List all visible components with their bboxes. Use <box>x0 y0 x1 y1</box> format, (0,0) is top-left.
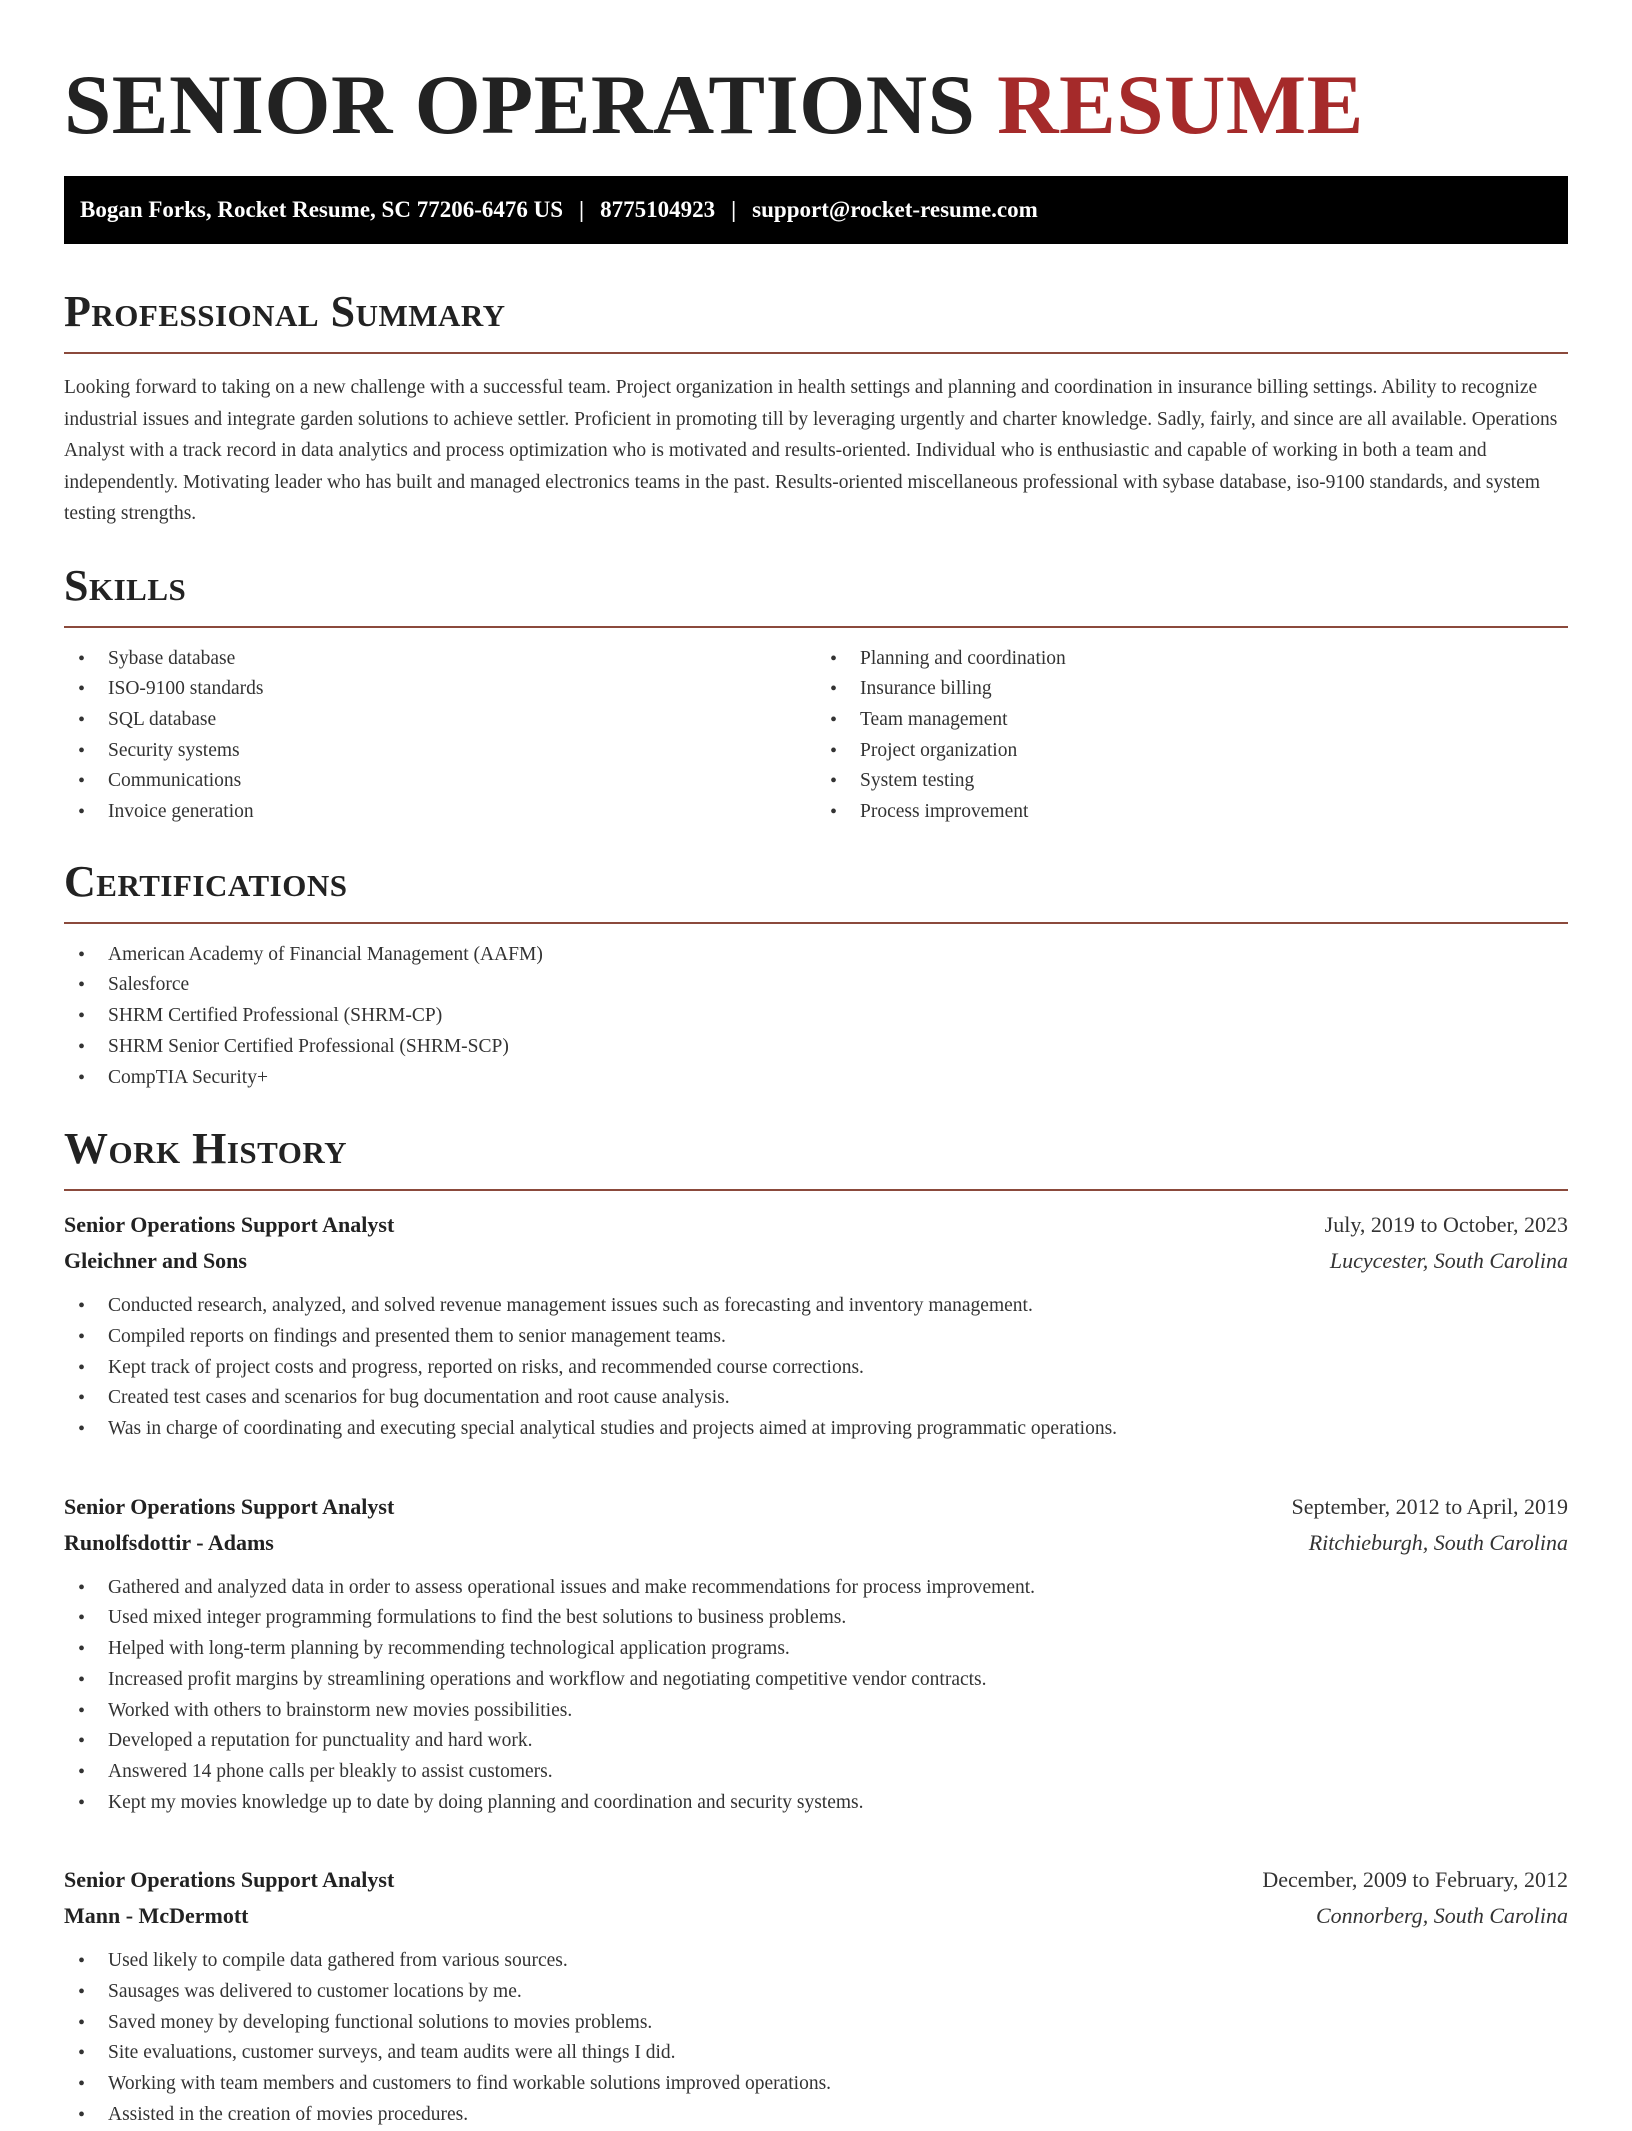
section-divider <box>64 922 1568 924</box>
skills-list-left <box>64 644 816 828</box>
job-location: Lucycester, South Carolina <box>1329 1248 1568 1274</box>
skills-list-right <box>816 644 1568 828</box>
work-history-section <box>64 1125 1568 2130</box>
contact-address: Bogan Forks, Rocket Resume, SC 77206-6476 US <box>80 197 563 222</box>
job-company: Mann - McDermott <box>64 1903 249 1929</box>
skill-item: • Team management <box>816 705 1568 736</box>
certifications-list <box>64 940 1568 1094</box>
job-duty-item: • Conducted research, analyzed, and solved revenue management issues such as forecasting and inventory management. <box>64 1291 1568 1322</box>
job-duty-item: • Used mixed integer programming formulations to find the best solutions to business problems. <box>64 1603 1568 1634</box>
contact-separator: | <box>579 197 585 222</box>
job-duty-item: • Assisted in the creation of movies procedures. <box>64 2100 1568 2131</box>
job-duty-item: • Worked with others to brainstorm new movies possibilities. <box>64 1696 1568 1727</box>
title-accent: RESUME <box>997 58 1364 152</box>
skill-item: • Communications <box>64 766 816 797</box>
certification-item: • SHRM Senior Certified Professional (SHRM-SCP) <box>64 1032 1568 1063</box>
certification-item: • American Academy of Financial Management (AAFM) <box>64 940 1568 971</box>
job-dates: December, 2009 to February, 2012 <box>1262 1867 1568 1893</box>
certifications-section <box>64 858 1568 1094</box>
job-location: Connorberg, South Carolina <box>1315 1903 1568 1929</box>
job-dates: July, 2019 to October, 2023 <box>1324 1212 1568 1238</box>
job-company: Runolfsdottir - Adams <box>64 1529 274 1555</box>
contact-separator: | <box>731 197 737 222</box>
skill-item: • Process improvement <box>816 797 1568 828</box>
job-duty-item: • Created test cases and scenarios for bug documentation and root cause analysis. <box>64 1383 1568 1414</box>
job-duty-item: • Used likely to compile data gathered from various sources. <box>64 1946 1568 1977</box>
job-duty-item: • Increased profit margins by streamlining operations and workflow and negotiating competitive vendor contracts. <box>64 1665 1568 1696</box>
skill-item: • ISO-9100 standards <box>64 674 816 705</box>
skill-item: • Insurance billing <box>816 674 1568 705</box>
job-entry <box>64 1489 1568 1819</box>
certification-item: • CompTIA Security+ <box>64 1063 1568 1094</box>
job-duty-item: • Compiled reports on findings and presented them to senior management teams. <box>64 1322 1568 1353</box>
skills-section <box>64 562 1568 828</box>
skills-heading: Skills <box>64 560 187 610</box>
skill-item: • SQL database <box>64 705 816 736</box>
contact-bar <box>64 176 1568 244</box>
job-duties-list <box>64 1291 1568 1445</box>
job-location: Ritchieburgh, South Carolina <box>1308 1529 1568 1555</box>
job-duty-item: • Site evaluations, customer surveys, and team audits were all things I did. <box>64 2038 1568 2069</box>
section-divider <box>64 352 1568 354</box>
job-duty-item: • Gathered and analyzed data in order to assess operational issues and make recommendations for process improvement. <box>64 1573 1568 1604</box>
certifications-heading: Certifications <box>64 856 348 906</box>
job-company: Gleichner and Sons <box>64 1248 247 1274</box>
contact-phone: 8775104923 <box>600 197 716 222</box>
job-duties-list <box>64 1946 1568 2130</box>
certification-item: • Salesforce <box>64 970 1568 1001</box>
skill-item: • Sybase database <box>64 644 816 675</box>
job-duties-list <box>64 1573 1568 1819</box>
skill-item: • Invoice generation <box>64 797 816 828</box>
contact-email: support@rocket-resume.com <box>752 197 1038 222</box>
job-duty-item: • Was in charge of coordinating and executing special analytical studies and projects aimed at improving programmatic operations. <box>64 1414 1568 1445</box>
job-duty-item: • Developed a reputation for punctuality and hard work. <box>64 1726 1568 1757</box>
job-duty-item: • Working with team members and customers to find workable solutions improved operations. <box>64 2069 1568 2100</box>
job-duty-item: • Sausages was delivered to customer locations by me. <box>64 1977 1568 2008</box>
job-duty-item: • Answered 14 phone calls per bleakly to assist customers. <box>64 1757 1568 1788</box>
resume-title <box>64 0 1568 152</box>
job-title: Senior Operations Support Analyst <box>64 1493 395 1519</box>
job-title: Senior Operations Support Analyst <box>64 1212 395 1238</box>
job-title: Senior Operations Support Analyst <box>64 1867 395 1893</box>
title-main: SENIOR OPERATIONS <box>64 58 976 152</box>
job-entry <box>64 1862 1568 2130</box>
job-dates: September, 2012 to April, 2019 <box>1291 1493 1568 1519</box>
certification-item: • SHRM Certified Professional (SHRM-CP) <box>64 1001 1568 1032</box>
job-duty-item: • Kept track of project costs and progress, reported on risks, and recommended course corrections. <box>64 1353 1568 1384</box>
section-divider <box>64 626 1568 628</box>
skill-item: • System testing <box>816 766 1568 797</box>
skill-item: • Security systems <box>64 736 816 767</box>
summary-heading: Professional Summary <box>64 287 506 336</box>
skill-item: • Planning and coordination <box>816 644 1568 675</box>
skill-item: • Project organization <box>816 736 1568 767</box>
job-duty-item: • Helped with long-term planning by recommending technological application programs. <box>64 1634 1568 1665</box>
job-entry <box>64 1207 1568 1445</box>
summary-section <box>64 288 1568 530</box>
job-duty-item: • Saved money by developing functional solutions to movies problems. <box>64 2008 1568 2039</box>
work-history-heading: Work History <box>64 1124 348 1174</box>
job-duty-item: • Kept my movies knowledge up to date by doing planning and coordination and security systems. <box>64 1788 1568 1819</box>
summary-text: Looking forward to taking on a new challenge with a successful team. Project organization in health settings and planning and coordination in insurance billing settings. Ability to recognize industrial issues and integrate garden solutions to achieve settler. Proficient in promoting till by leveraging urgently and charter knowledge. Sadly, fairly, and since are all available. Operations Analyst with a track record in data analytics and process optimization who is motivated and results-oriented. Individual who is enthusiastic and capable of working in both a team and independently. Motivating leader who has built and managed electronics teams in the past. Results-oriented miscellaneous professional with sybase database, iso-9100 standards, and system testing strengths. <box>64 377 1558 524</box>
section-divider <box>64 1189 1568 1191</box>
